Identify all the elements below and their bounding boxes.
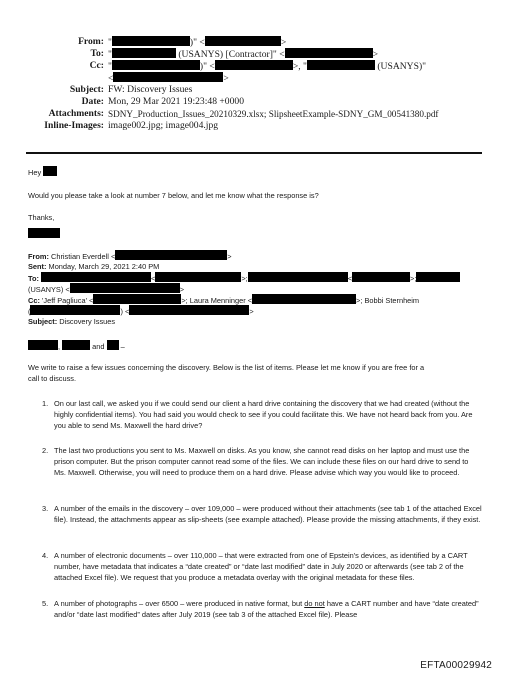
redaction-block	[93, 294, 181, 304]
redaction-block	[28, 228, 60, 238]
redaction-block	[113, 72, 223, 82]
header-divider	[26, 152, 482, 154]
redaction-block	[43, 166, 57, 176]
inline-images-value: image002.jpg; image004.jpg	[108, 120, 219, 131]
fwd-subject-line: Subject: Discovery Issues	[28, 317, 116, 326]
cc-value-line2: < >	[108, 73, 229, 84]
date-label: Date:	[81, 96, 104, 107]
fwd-cc-line: Cc: 'Jeff Pagliuca' < >; Laura Menninger < >; Bobbi Sternheim	[28, 296, 420, 305]
list-item: 5. A number of photographs – over 6500 – were produced in native format, but do not have a CART number and have “date created” and/or “date last modified” dates after July 2019 (see tab 3 of the attached Excel file). Please	[42, 599, 479, 619]
redaction-block	[129, 305, 249, 315]
redaction-block	[28, 340, 58, 350]
date-value: Mon, 29 Mar 2021 19:23:48 +0000	[108, 96, 244, 107]
list-item: 1. On our last call, we asked you if we could send our client a hard drive containing the discovery that we had created (without the highly confidential items). You had said you would check to see if you could facilitate this. We have not heard back from you. Are you able to send Ms. Maxwell the hard drive?	[42, 399, 473, 430]
from-value: " )" < >	[108, 37, 287, 48]
attachments-label: Attachments:	[48, 108, 104, 119]
redaction-block	[107, 340, 119, 350]
redaction-block	[248, 272, 348, 282]
redaction-block	[215, 60, 293, 70]
redaction-block	[155, 272, 241, 282]
fwd-to-line: To: < >; < >;	[28, 272, 460, 284]
redaction-block	[307, 60, 375, 70]
redaction-block	[352, 272, 410, 282]
greeting-line: Hey	[28, 166, 57, 178]
cc-label: Cc:	[89, 60, 104, 71]
signature-redaction	[28, 224, 60, 242]
bates-number: EFTA00029942	[420, 660, 492, 671]
subject-label: Subject:	[69, 84, 104, 95]
request-line: Would you please take a look at number 7 below, and let me know what the response is?	[28, 191, 319, 200]
redaction-block	[112, 36, 190, 46]
fwd-sent-line: Sent: Monday, March 29, 2021 2:40 PM	[28, 262, 160, 271]
intro-line-2: call to discuss.	[28, 374, 77, 383]
redaction-block	[416, 272, 460, 282]
redaction-block	[70, 283, 180, 293]
redaction-block	[285, 48, 373, 58]
fwd-from-line: From: Christian Everdell < >	[28, 252, 232, 261]
list-item: 4. A number of electronic documents – over 110,000 – that were extracted from one of Epstein's devices, as identified by a CART number, have metadata that indicates a “date created” or “date last modified” date in July 2020 or afterwards (see tab 2 of the attached Excel file). We request that you produce a metadata overlay with the original metadata for these files.	[42, 551, 468, 582]
attachments-value: SDNY_Production_Issues_20210329.xlsx; SlipsheetExample-SDNY_GM_00541380.pdf	[108, 109, 439, 119]
redaction-block	[252, 294, 356, 304]
list-item: 3. A number of the emails in the discovery – over 109,000 – were produced without their attachments (see tab 1 of the attached Excel file). Instead, the attachments appear as slip-sheets (see example attached). Please provide the missing attachments, if they exist.	[42, 504, 482, 524]
inline-images-label: Inline-Images:	[44, 120, 104, 131]
thanks-line: Thanks,	[28, 213, 55, 222]
fwd-cc-line2: ( ) < >	[28, 307, 254, 316]
redaction-block	[115, 250, 227, 260]
redaction-block	[62, 340, 90, 350]
to-label: To:	[90, 48, 104, 59]
to-value: " (USANYS) [Contractor]" < >	[108, 49, 379, 60]
redaction-block	[41, 272, 151, 282]
salutation-names: , and –	[28, 340, 125, 352]
cc-value: " )" < >, " (USANYS)"	[108, 61, 427, 72]
redaction-block	[205, 36, 281, 46]
list-item: 2. The last two productions you sent to Ms. Maxwell on disks. As you know, she cannot read disks on her laptop and must use the prison computer. But the prison computer cannot read some of the files. We can include these files on our hard drive to send to Ms. Maxwell. Otherwise, you will need to produce them on a hard drive. Please advise which way you would like to proceed.	[42, 446, 470, 477]
redaction-block	[112, 48, 176, 58]
redaction-block	[112, 60, 200, 70]
redaction-block	[30, 305, 120, 315]
subject-value: FW: Discovery Issues	[108, 84, 193, 95]
from-label: From:	[78, 36, 104, 47]
intro-line-1: We write to raise a few issues concerning the discovery. Below is the list of items. Please let me know if you are free for a	[28, 363, 425, 372]
fwd-to-line2: (USANYS) < >	[28, 285, 185, 294]
